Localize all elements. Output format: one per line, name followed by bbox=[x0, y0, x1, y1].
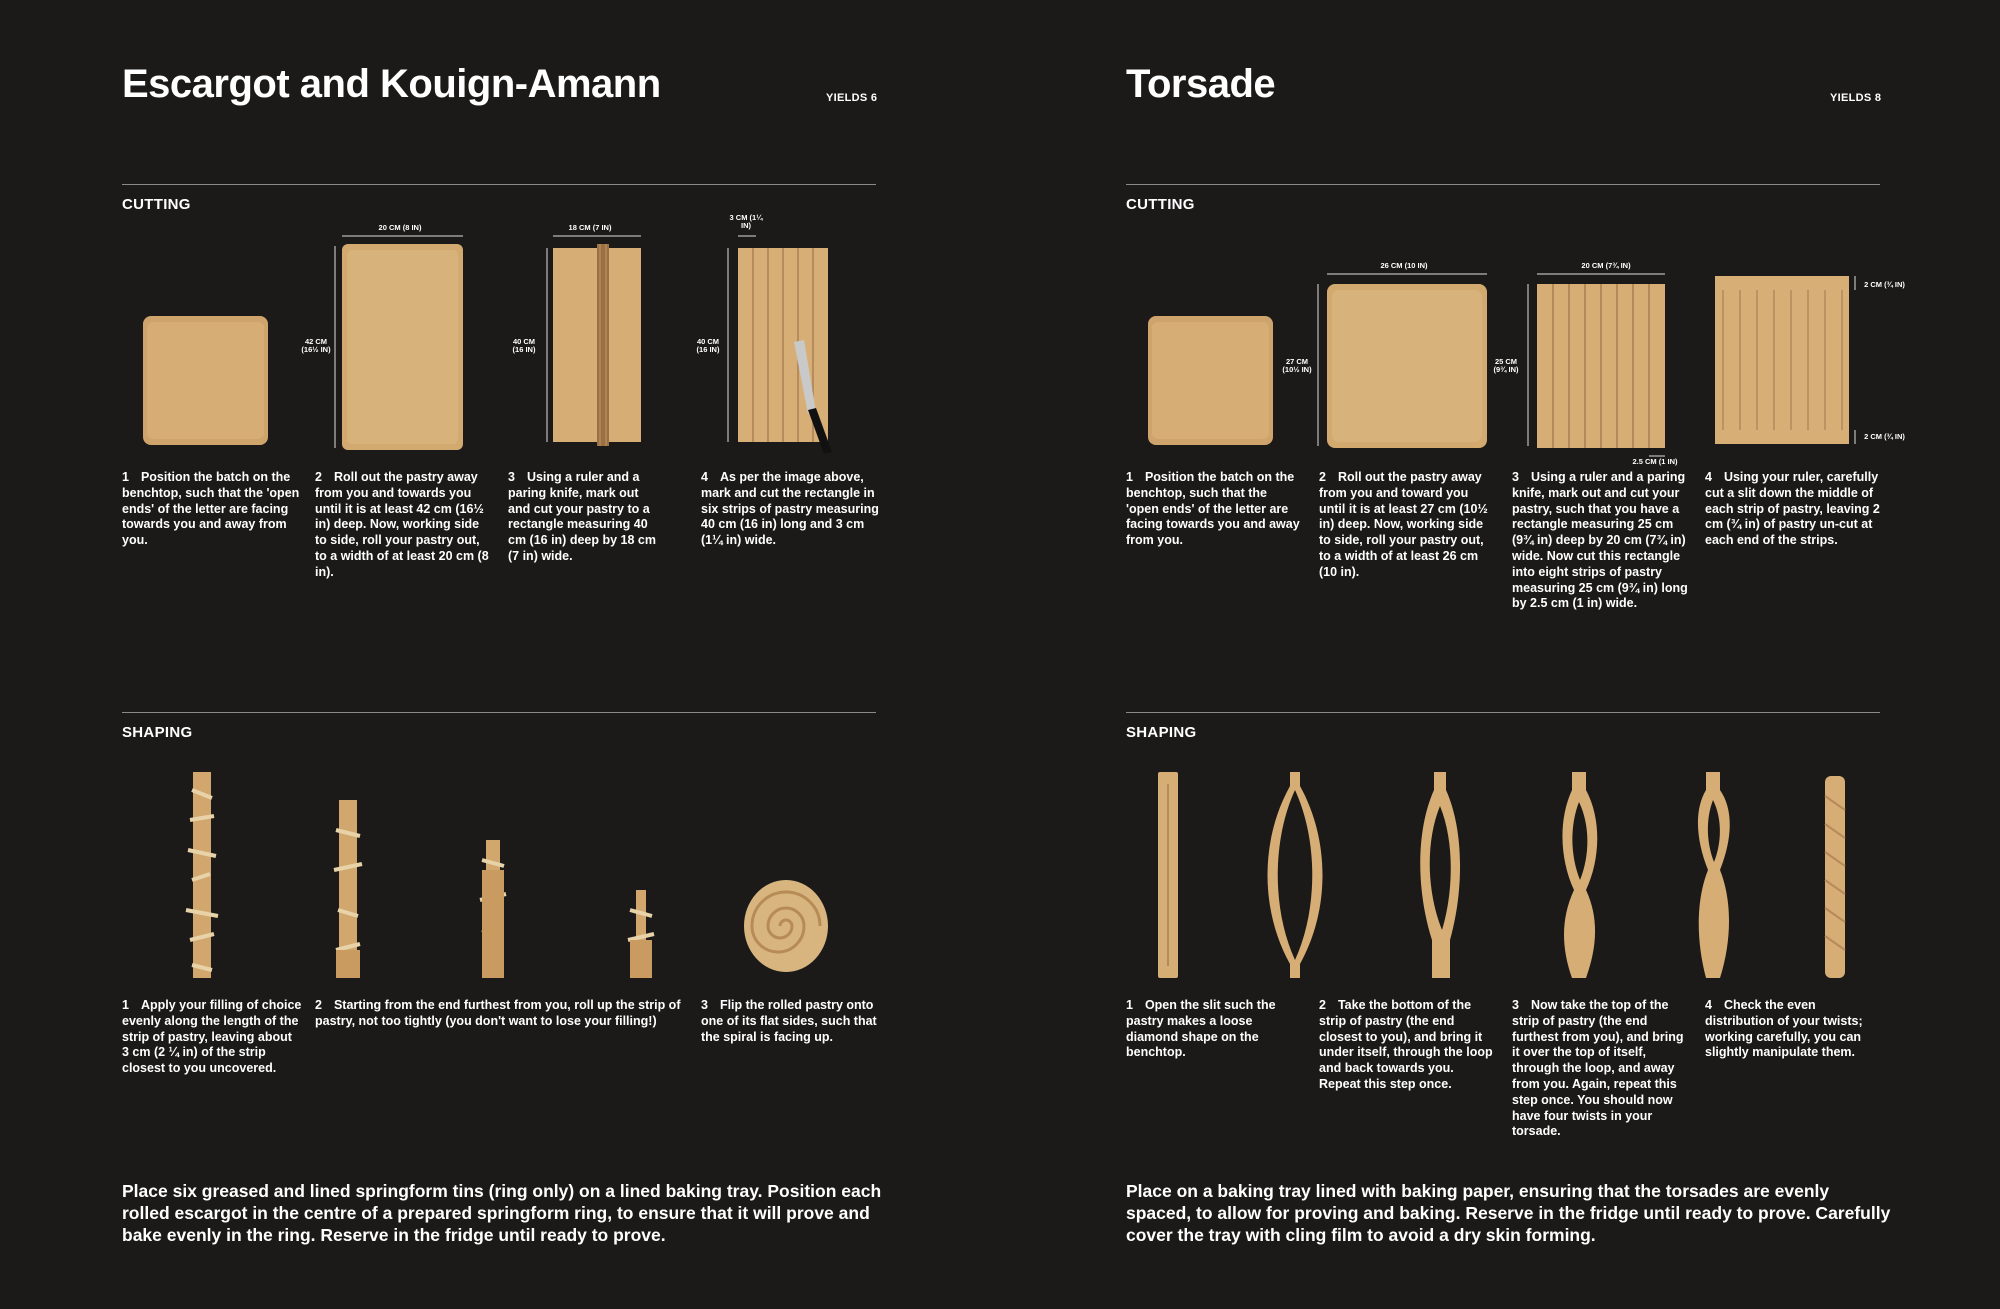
dimension-label: 25 CM (9¾ IN) bbox=[1493, 357, 1519, 374]
finished-torsade-image bbox=[1820, 776, 1850, 980]
escargot-spiral-image bbox=[742, 876, 832, 976]
filled-strip-image bbox=[180, 770, 224, 980]
rolled-dough-image bbox=[1315, 270, 1490, 455]
ruler-cut-image bbox=[545, 232, 645, 452]
rolling-strip-image bbox=[618, 770, 662, 980]
dimension-label: 27 CM (10½ IN) bbox=[1282, 357, 1312, 374]
twisting-strip-image bbox=[1552, 770, 1608, 980]
yields-label: YIELDS 6 bbox=[826, 92, 878, 104]
footer-instructions: Place on a baking tray lined with baking paper, ensuring that the torsades are evenly spaced, to allow for proving and baking. Reserve in the fridge until ready to prove. Carefully cover the tray with cling film to avoid a dry skin forming. bbox=[1126, 1181, 1891, 1245]
cutting-step-3: 3 Using a ruler and a paring knife, mark out and cut your pastry to a rectangle measuring 40 cm (16 in) deep by 18 cm (7 in) wide. bbox=[508, 470, 656, 563]
rolling-strip-image bbox=[470, 770, 514, 980]
twisted-torsade-image bbox=[1690, 770, 1740, 980]
cutting-step-1: 1 Position the batch on the benchtop, such that the 'open ends' of the letter are facing towards you and away from you. bbox=[122, 470, 300, 548]
divider bbox=[122, 712, 876, 713]
dough-block-image bbox=[1148, 316, 1274, 446]
divider bbox=[1126, 184, 1880, 185]
cutting-step-4: 4 Using your ruler, carefully cut a slit down the middle of each strip of pastry, leaving 2 cm (¾ in) of pastry un-cut at each end of the strips. bbox=[1705, 470, 1880, 548]
cut-strips-image bbox=[1525, 270, 1670, 460]
cutting-step-1: 1 Position the batch on the benchtop, such that the 'open ends' of the letter are facing towards you and away from you. bbox=[1126, 470, 1300, 548]
shaping-step-3: 3 Flip the rolled pastry onto one of its flat sides, such that the spiral is facing up. bbox=[701, 998, 877, 1044]
slit-strips-image bbox=[1715, 276, 1860, 446]
page-title: Escargot and Kouign-Amann bbox=[122, 62, 661, 106]
slit-strip-image bbox=[1156, 770, 1180, 980]
cutting-step-2: 2 Roll out the pastry away from you and towards you until it is at least 42 cm (16½ in) deep. Now, working side to side, roll your pastry out, to a width of at least 20 cm (8 in). bbox=[315, 470, 489, 579]
section-heading-shaping: SHAPING bbox=[1126, 724, 1197, 741]
dimension-label: 2 CM (¾ IN) bbox=[1864, 280, 1905, 289]
section-heading-cutting: CUTTING bbox=[122, 196, 191, 213]
dimension-label: 42 CM (16½ IN) bbox=[301, 337, 331, 354]
shaping-step-1: 1 Open the slit such the pastry makes a loose diamond shape on the benchtop. bbox=[1126, 998, 1276, 1060]
diamond-strip-image bbox=[1260, 770, 1330, 980]
shaping-step-2: 2 Starting from the end furthest from you, roll up the strip of pastry, not too tightly (you don't want to lose your filling!) bbox=[315, 998, 681, 1028]
twisting-strip-image bbox=[1412, 770, 1468, 980]
footer-instructions: Place six greased and lined springform tins (ring only) on a lined baking tray. Position each rolled escargot in the centre of a prepared springform ring, to ensure that it will prove and bake evenly in the ring. Reserve in the fridge until ready to prove. bbox=[122, 1181, 882, 1245]
shaping-step-4: 4 Check the even distribution of your twists; working carefully, you can slightly manipulate them. bbox=[1705, 998, 1863, 1060]
shaping-step-1: 1 Apply your filling of choice evenly along the length of the strip of pastry, leaving about 3 cm (2 ¼ in) of the strip closest to you uncovered. bbox=[122, 998, 302, 1076]
dimension-label: 40 CM (16 IN) bbox=[696, 337, 720, 354]
cutting-step-2: 2 Roll out the pastry away from you and toward you until it is at least 27 cm (10½ in) deep. Now, working side to side, roll your pastry out, to a width of at least 26 cm (10 in). bbox=[1319, 470, 1488, 579]
strips-knife-image bbox=[728, 232, 838, 454]
shaping-step-3: 3 Now take the top of the strip of pastry (the end furthest from you), and bring it over the top of itself, through the loop, and away from you. Again, repeat this step once. You should now have four twists in your torsade. bbox=[1512, 998, 1684, 1139]
section-heading-shaping: SHAPING bbox=[122, 724, 193, 741]
shaping-step-2: 2 Take the bottom of the strip of pastry (the end closest to you), and bring it under itself, through the loop and back towards you. Repeat this step once. bbox=[1319, 998, 1493, 1091]
dimension-label: 3 CM (1¼ IN) bbox=[729, 213, 763, 230]
dimension-label: 20 CM (7¾ IN) bbox=[1581, 261, 1631, 270]
dimension-label: 20 CM (8 IN) bbox=[378, 223, 422, 232]
rolling-strip-image bbox=[326, 770, 370, 980]
page-torsade bbox=[1000, 0, 2000, 1309]
dimension-label: 18 CM (7 IN) bbox=[568, 223, 612, 232]
divider bbox=[122, 184, 876, 185]
dimension-label: 40 CM (16 IN) bbox=[512, 337, 536, 354]
rolled-dough-image bbox=[330, 232, 470, 452]
yields-label: YIELDS 8 bbox=[1830, 92, 1882, 104]
cutting-step-3: 3 Using a ruler and a paring knife, mark out and cut your pastry, such that you have a rectangle measuring 25 cm (9¾ in) deep by 20 cm (7¾ in) wide. Now cut this rectangle into eight strips of pastry measuring 25 cm (9¾ in) long by 2.5 cm (1 in) wide. bbox=[1512, 470, 1688, 611]
dimension-label: 26 CM (10 IN) bbox=[1380, 261, 1428, 270]
divider bbox=[1126, 712, 1880, 713]
section-heading-cutting: CUTTING bbox=[1126, 196, 1195, 213]
dimension-label: 2.5 CM (1 IN) bbox=[1632, 457, 1678, 466]
page-title: Torsade bbox=[1126, 62, 1276, 106]
cutting-step-4: 4 As per the image above, mark and cut the rectangle in six strips of pastry measuring 40 cm (16 in) long and 3 cm (1¼ in) wide. bbox=[701, 470, 879, 548]
dough-block-image bbox=[143, 316, 269, 446]
dimension-label: 2 CM (¾ IN) bbox=[1864, 432, 1905, 441]
